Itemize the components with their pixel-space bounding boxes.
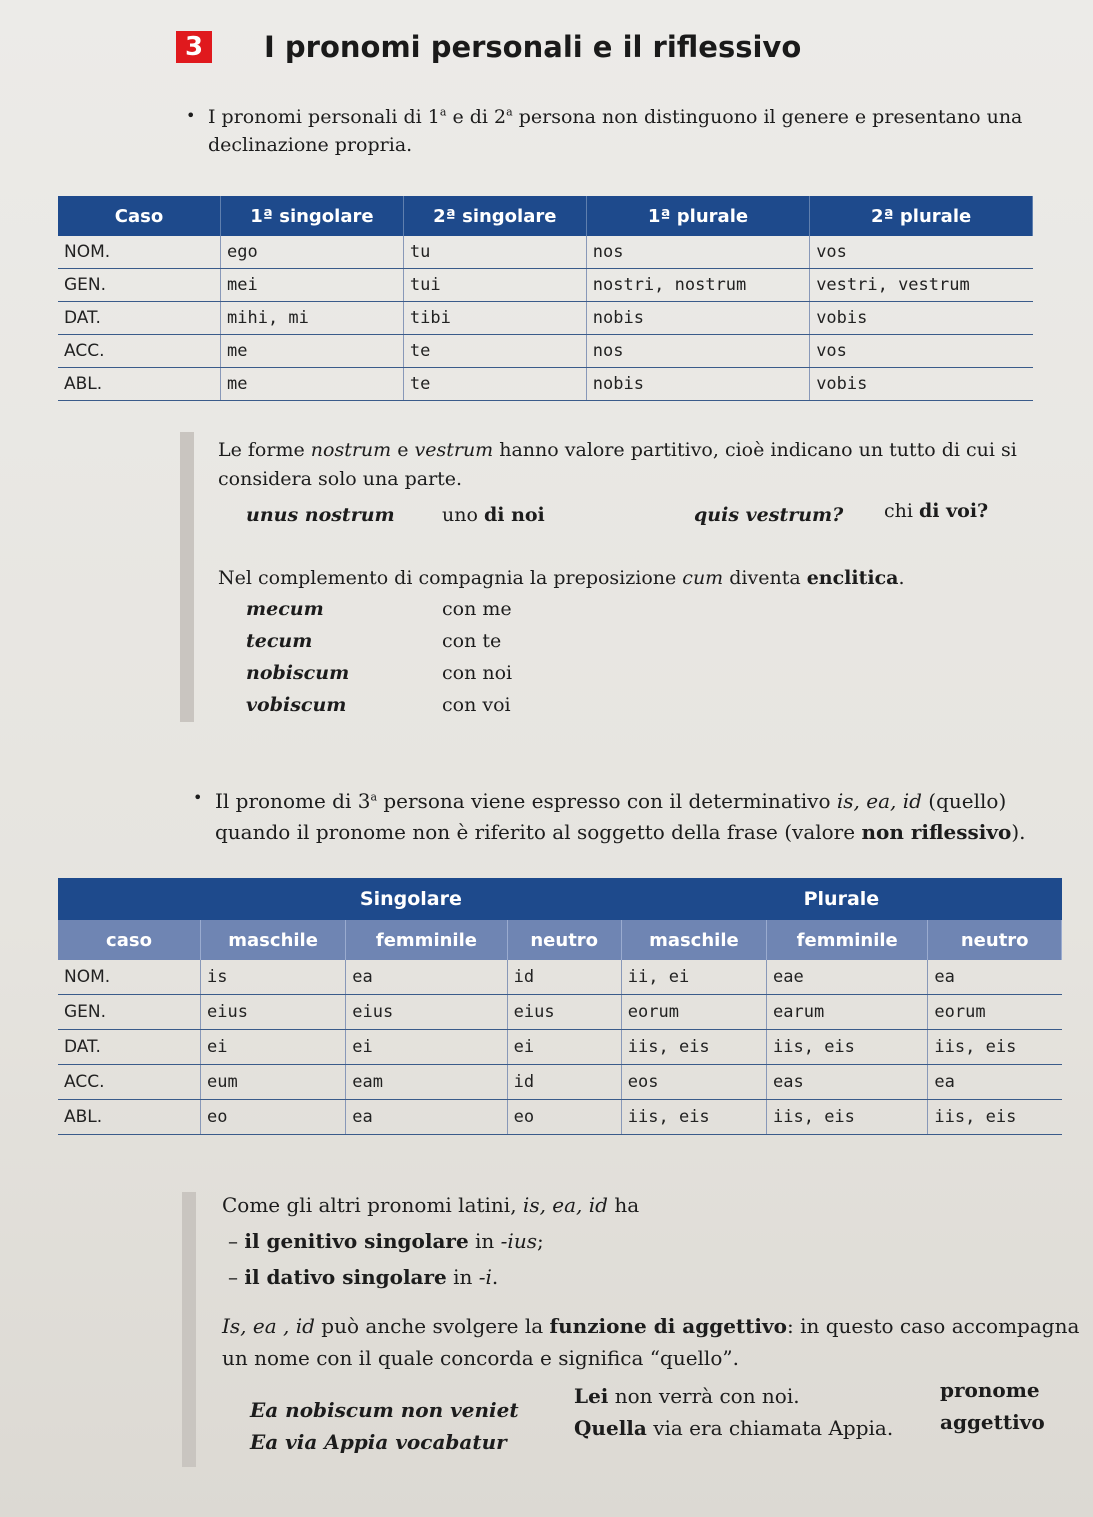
bullet-dot: • [193,788,203,807]
col-header: caso [58,920,201,960]
example-italian: chi di voi? [884,500,989,522]
table-group-header-row [58,878,1062,920]
col-header: 1ª singolare [221,196,404,236]
col-header: maschile [621,920,766,960]
table-row: ABL. eo ea eo iis, eis iis, eis iis, eis [58,1100,1062,1135]
col-header: 2ª singolare [403,196,586,236]
list-item: con voi [442,694,511,716]
list-item: – il dativo singolare in -i. [228,1265,499,1289]
example-italian: uno di noi [442,504,545,526]
section-number-badge: 3 [176,31,212,63]
example-italian: Lei non verrà con noi. [574,1384,800,1408]
bullet-dot: • [186,106,196,125]
col-header: neutro [928,920,1062,960]
note-enclitic: Nel complemento di compagnia la preposizione cum diventa enclitica. [218,567,905,589]
list-item: vobiscum [246,694,347,716]
table-row: DAT. mihi, mi tibi nobis vobis [58,302,1033,335]
table-row: NOM. is ea id ii, ei eae ea [58,960,1062,995]
list-item: tecum [246,630,313,652]
col-header: femminile [767,920,928,960]
group-header: Singolare [201,878,622,920]
table-header-row [58,920,1062,960]
example-latin: quis vestrum? [694,504,844,526]
note-adjective-function: Is, ea , id può anche svolgere la funzione di aggettivo: in questo caso accompagna un nome con il quale concorda e significa “quello”. [222,1314,1080,1370]
table-row: GEN. mei tui nostri, nostrum vestri, vestrum [58,269,1033,302]
table-row: ABL. me te nobis vobis [58,368,1033,401]
table-row: GEN. eius eius eius eorum earum eorum [58,995,1062,1030]
col-header: 1ª plurale [586,196,809,236]
section-title: I pronomi personali e il riflessivo [264,30,802,64]
example-latin: unus nostrum [246,504,395,526]
table-row: ACC. eum eam id eos eas ea [58,1065,1062,1100]
list-item: con me [442,598,512,620]
col-header: maschile [201,920,346,960]
bullet-third-person: • Il pronome di 3$^a$ persona viene espresso con il determinativo is, ea, id (quello) quando il pronome non è riferito al soggetto della frase (valore non riflessivo). [193,788,1026,844]
list-item: nobiscum [246,662,350,684]
col-header: 2ª plurale [810,196,1033,236]
note-partitive: Le forme nostrum e vestrum hanno valore partitivo, cioè indicano un tutto di cui si considera solo una parte. [218,439,1017,491]
col-header: femminile [346,920,507,960]
bullet-personal-pronouns: • I pronomi personali di 1$^a$ e di 2$^a$ persona non distinguono il genere e presentano una declinazione propria. [186,105,1023,156]
group-header: Plurale [621,878,1061,920]
table-row: DAT. ei ei ei iis, eis iis, eis iis, eis [58,1030,1062,1065]
col-header: Caso [58,196,221,236]
list-item: mecum [246,598,324,620]
list-item: – il genitivo singolare in -ius; [228,1229,544,1253]
example-tag: aggettivo [940,1410,1045,1434]
is-ea-id-table [58,878,1062,1135]
section-header [176,30,801,64]
table-header-row [58,196,1033,236]
example-tag: pronome [940,1378,1040,1402]
example-latin: Ea nobiscum non veniet [250,1398,519,1422]
example-latin: Ea via Appia vocabatur [250,1430,507,1454]
table-row: ACC. me te nos vos [58,335,1033,368]
example-italian: Quella via era chiamata Appia. [574,1416,894,1440]
list-item: con noi [442,662,513,684]
note-is-ea-id: Come gli altri pronomi latini, is, ea, id ha [222,1193,640,1217]
personal-pronouns-table [58,196,1033,401]
col-header: neutro [507,920,621,960]
note-side-bar [182,1192,196,1467]
table-row: NOM. ego tu nos vos [58,236,1033,269]
note-side-bar [180,432,194,722]
list-item: con te [442,630,502,652]
